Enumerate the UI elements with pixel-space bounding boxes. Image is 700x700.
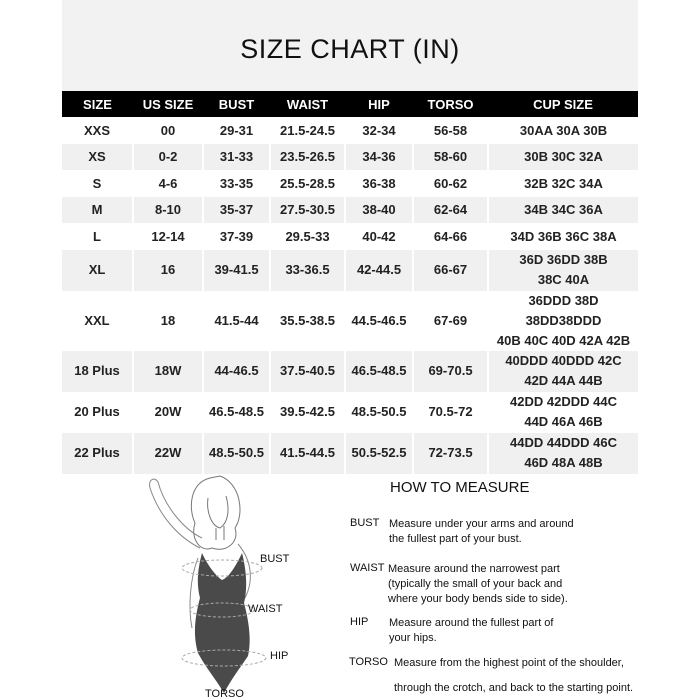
table-row	[62, 223, 638, 250]
table-cell: XXS	[62, 117, 133, 144]
table-row	[62, 392, 638, 433]
table-cell: 30AA 30A 30B	[488, 117, 638, 144]
table-cell: 33-35	[203, 170, 270, 197]
table-cell: 34B 34C 36A	[488, 197, 638, 224]
table-cell: 46.5-48.5	[345, 351, 413, 392]
table-cell: 35-37	[203, 197, 270, 224]
table-cell: 00	[133, 117, 203, 144]
size-chart-table	[62, 91, 638, 474]
table-cell: 41.5-44.5	[270, 433, 345, 474]
table-cell: 36D 36DD 38B 38C 40A	[488, 250, 638, 291]
column-header: US SIZE	[133, 91, 203, 117]
column-header: BUST	[203, 91, 270, 117]
table-row	[62, 144, 638, 171]
column-header: SIZE	[62, 91, 133, 117]
measure-description-line: Measure from the highest point of the shoulder,	[394, 657, 624, 669]
table-cell: 48.5-50.5	[345, 392, 413, 433]
measure-label-bust: BUST	[350, 517, 380, 529]
table-cell: 36DDD 38D 38DD38DDD 40B 40C 40D 42A 42B	[488, 291, 638, 351]
figure-label-waist: WAIST	[248, 603, 283, 615]
table-cell: 30B 30C 32A	[488, 144, 638, 171]
table-cell: 16	[133, 250, 203, 291]
table-cell: 72-73.5	[413, 433, 488, 474]
table-cell: 34D 36B 36C 38A	[488, 223, 638, 250]
table-cell: XS	[62, 144, 133, 171]
table-cell: 21.5-24.5	[270, 117, 345, 144]
table-cell: 25.5-28.5	[270, 170, 345, 197]
measure-description-line: through the crotch, and back to the starting point.	[394, 682, 634, 694]
table-row	[62, 250, 638, 291]
table-row	[62, 170, 638, 197]
table-cell: 32-34	[345, 117, 413, 144]
table-cell: 29.5-33	[270, 223, 345, 250]
table-cell: 46.5-48.5	[203, 392, 270, 433]
table-cell: 42DD 42DDD 44C 44D 46A 46B	[488, 392, 638, 433]
figure-label-torso: TORSO	[205, 688, 244, 700]
face-outline	[208, 496, 228, 540]
table-cell: 22 Plus	[62, 433, 133, 474]
table-cell: 44.5-46.5	[345, 291, 413, 351]
table-row	[62, 351, 638, 392]
measure-description-line: Measure around the narrowest part	[388, 563, 560, 575]
table-cell: 31-33	[203, 144, 270, 171]
table-cell: 70.5-72	[413, 392, 488, 433]
figure-label-hip: HIP	[270, 650, 289, 662]
swimsuit-body	[195, 553, 250, 693]
table-cell: 48.5-50.5	[203, 433, 270, 474]
table-cell: 33-36.5	[270, 250, 345, 291]
table-cell: 29-31	[203, 117, 270, 144]
measure-description-line: Measure under your arms and around	[389, 518, 574, 530]
table-cell: 40-42	[345, 223, 413, 250]
table-cell: 50.5-52.5	[345, 433, 413, 474]
table-cell: 42-44.5	[345, 250, 413, 291]
table-cell: 4-6	[133, 170, 203, 197]
body-measure-illustration	[140, 468, 340, 700]
table-cell: 35.5-38.5	[270, 291, 345, 351]
table-cell: XL	[62, 250, 133, 291]
column-header: TORSO	[413, 91, 488, 117]
page-title: SIZE CHART (IN)	[240, 34, 460, 64]
table-cell: 39.5-42.5	[270, 392, 345, 433]
table-cell: 64-66	[413, 223, 488, 250]
table-cell: 36-38	[345, 170, 413, 197]
table-cell: 60-62	[413, 170, 488, 197]
table-cell: XXL	[62, 291, 133, 351]
measure-label-torso: TORSO	[349, 656, 388, 668]
table-cell: 38-40	[345, 197, 413, 224]
measure-description-line: (typically the small of your back and	[388, 578, 563, 590]
table-cell: 18W	[133, 351, 203, 392]
table-row	[62, 117, 638, 144]
measure-label-waist: WAIST	[350, 562, 385, 574]
figure-label-bust: BUST	[260, 553, 290, 565]
table-cell: 66-67	[413, 250, 488, 291]
table-cell: 18	[133, 291, 203, 351]
table-header	[62, 91, 638, 117]
table-cell: 20W	[133, 392, 203, 433]
table-cell: 41.5-44	[203, 291, 270, 351]
table-cell: 58-60	[413, 144, 488, 171]
table-cell: 18 Plus	[62, 351, 133, 392]
table-cell: S	[62, 170, 133, 197]
column-header: CUP SIZE	[488, 91, 638, 117]
table-cell: M	[62, 197, 133, 224]
measure-description-line: where your body bends side to side).	[388, 593, 568, 605]
table-cell: 12-14	[133, 223, 203, 250]
table-cell: 23.5-26.5	[270, 144, 345, 171]
measure-description-line: Measure around the fullest part of	[389, 617, 554, 629]
table-cell: 27.5-30.5	[270, 197, 345, 224]
table-cell: 37.5-40.5	[270, 351, 345, 392]
measure-description-line: the fullest part of your bust.	[389, 533, 522, 545]
table-cell: 8-10	[133, 197, 203, 224]
column-header: HIP	[345, 91, 413, 117]
table-row	[62, 197, 638, 224]
table-cell: 67-69	[413, 291, 488, 351]
table-cell: 37-39	[203, 223, 270, 250]
table-cell: 22W	[133, 433, 203, 474]
table-cell: 56-58	[413, 117, 488, 144]
table-cell: 32B 32C 34A	[488, 170, 638, 197]
table-cell: 39-41.5	[203, 250, 270, 291]
column-header: WAIST	[270, 91, 345, 117]
table-cell: 62-64	[413, 197, 488, 224]
measure-description-line: your hips.	[389, 632, 437, 644]
how-to-measure-title: HOW TO MEASURE	[390, 479, 530, 496]
table-cell: 0-2	[133, 144, 203, 171]
table-cell: L	[62, 223, 133, 250]
table-row	[62, 291, 638, 351]
measure-label-hip: HIP	[350, 616, 369, 628]
table-cell: 44-46.5	[203, 351, 270, 392]
table-cell: 40DDD 40DDD 42C 42D 44A 44B	[488, 351, 638, 392]
table-cell: 69-70.5	[413, 351, 488, 392]
table-cell: 34-36	[345, 144, 413, 171]
table-cell: 44DD 44DDD 46C 46D 48A 48B	[488, 433, 638, 474]
table-cell: 20 Plus	[62, 392, 133, 433]
